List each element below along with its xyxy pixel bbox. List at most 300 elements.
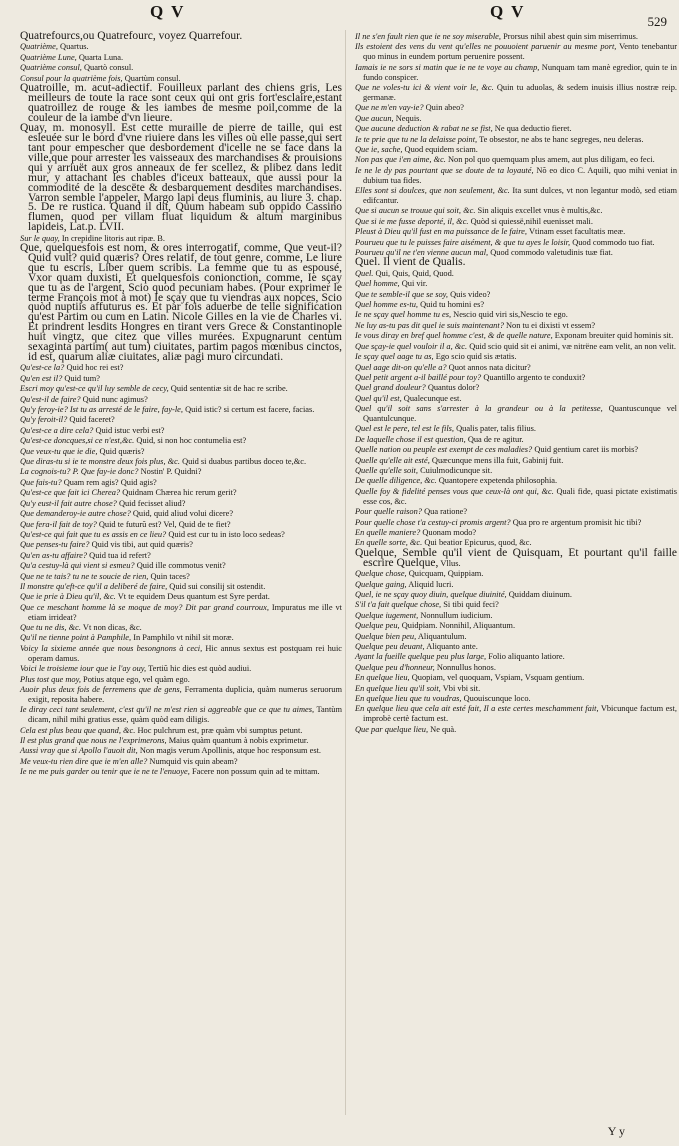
french-phrase: Ie vous diray en bref quel homme c'est, & de quelle nature,: [355, 331, 553, 341]
french-phrase: La cognois-tu? P. Que fay-ie donc?: [20, 467, 139, 477]
dictionary-entry: [355, 507, 677, 517]
dictionary-entry: [20, 363, 342, 373]
latin-translation: Qualis pater, talis filius.: [456, 424, 537, 434]
dictionary-entry: [20, 415, 342, 425]
latin-translation: Cuiulmodicunque sit.: [420, 466, 493, 476]
french-phrase: Quel grand douleur?: [355, 383, 426, 393]
latin-translation: Quid tu homini es?: [420, 300, 485, 310]
french-phrase: Qu'en est il?: [20, 373, 63, 383]
dictionary-entry: [355, 725, 677, 735]
dictionary-entry: [355, 227, 677, 237]
french-phrase: Quatroille, m. acut-adiectif. Fouilleux parlant des chiens gris, Les meilleurs de toute la race sont ceux qui ont gris fort'esclaire,estant quatroillez de rouge & les iambes de mesme poil,comme de la couleur de la iambe d'vn lieure.: [20, 82, 342, 124]
french-phrase: Quatrième consul,: [20, 63, 82, 73]
latin-translation: Vllus.: [440, 558, 461, 568]
latin-translation: Impuratus me ille vt etiam irrideat?: [28, 602, 342, 622]
latin-translation: Quantuscunque vel Quantulcunque.: [363, 404, 677, 424]
french-phrase: Quelque, Semble qu'il vient de Quisquam, Et pourtant qu'il faille escrire Quelque,: [355, 546, 677, 569]
french-phrase: Consul pour la quatrième fois,: [20, 73, 123, 83]
latin-translation: Nescio quid viri sis,Nescio te ego.: [453, 310, 568, 320]
dictionary-entry: [20, 551, 342, 561]
french-phrase: Qu'y feroy-ie? Ist tu as arresté de le faire, fay-le,: [20, 405, 183, 415]
french-phrase: Quel aage dit-on qu'elle a?: [355, 362, 447, 372]
latin-translation: Quidpiam. Nonnihil, Aliquantum.: [401, 621, 516, 631]
latin-translation: Quot annos nata dicitur?: [448, 362, 531, 372]
french-phrase: Que tu ne dis, &c.: [20, 623, 81, 633]
french-phrase: Me veux-tu rien dire que ie m'en alle?: [20, 756, 148, 766]
french-phrase: Que, quelquesfois est nom, & ores interrogatif, comme, Que veut-il? Quid vult? quid quæris? Ores relatif, de tout genre, comme, Le liure que tu escris, Liber quem scribis. La femme que tu as espousé, Vxor quam duxisti, Et quelquesfois conionction, comme, Ie sçay que tu as de l'argent, Scio quod pecuniam habes. (Pour exprimer le terme François mot à mot) Ie sçay que tu viendras aux nopces, Scio quòd nuptiis affuturus es. Et par fois aduerbe de telle signification qu'est Partim ou cum en Latin. Nicole Gilles en la vie de Charles vi. Et prindrent lesdits Hongres en tirant vers Grece & Constantinople huit vingtz, que citez que villes murées. Expugnarunt centum sexaginta partim( aut tum) ciuitates, partim pagos mœnibus cinctos, id est, quarum aliæ ciuitates, aliæ pagi muro circundati.: [20, 242, 342, 363]
dictionary-entry: [355, 652, 677, 662]
french-phrase: Qu'est-ce la?: [20, 363, 65, 373]
dictionary-entry: [355, 103, 677, 113]
dictionary-entry: [20, 478, 342, 488]
french-phrase: Quelque peu,: [355, 621, 400, 631]
dictionary-entry: [20, 540, 342, 550]
french-phrase: Que ne voles-tu ici & vient voir le, &c.: [355, 83, 494, 93]
french-phrase: Pourueu qu'il ne t'en vienne aucun mal,: [355, 248, 489, 258]
dictionary-entry: [355, 310, 677, 320]
dictionary-entry: [20, 705, 342, 725]
dictionary-entry: [355, 456, 677, 466]
column-divider: [345, 30, 346, 1115]
french-phrase: Quel qu'il est,: [355, 393, 402, 403]
french-phrase: Que penses-tu faire?: [20, 540, 90, 550]
latin-translation: Quid nunc agimus?: [82, 394, 148, 404]
latin-translation: Quæcunque mens illa fuit, Gabinij fuit.: [431, 455, 564, 465]
french-phrase: Qu'en as-tu affaire?: [20, 550, 88, 560]
french-phrase: Que aucun,: [355, 113, 394, 123]
french-phrase: Aussi vray que si Apollo l'auoit dit,: [20, 746, 138, 756]
latin-translation: Vbi vbi sit.: [442, 683, 481, 693]
dictionary-entry: [355, 435, 677, 445]
latin-translation: In crepidine litoris aut ripæ. B.: [61, 233, 165, 243]
dictionary-entry: [20, 395, 342, 405]
dictionary-entry: [355, 114, 677, 124]
latin-translation: Nonnullus honos.: [436, 662, 496, 672]
dictionary-entry: [355, 290, 677, 300]
french-phrase: Ie sçay quel aage tu as,: [355, 352, 434, 362]
french-phrase: Que si aucun se trouue qui soit, &c.: [355, 206, 476, 216]
latin-translation: Non pol quo quemquam plus amem, aut plus diligam, eo feci.: [447, 155, 655, 165]
french-phrase: Qu'est-ce qui fait que tu es assis en ce lieu?: [20, 529, 167, 539]
french-phrase: De quelle diligence, &c.: [355, 476, 437, 486]
latin-translation: Quid sententiæ sit de hac re scribe.: [170, 384, 288, 394]
latin-translation: Quopiam, vel quoquam, Vspiam, Vsquam gentium.: [411, 673, 585, 683]
french-phrase: Ie ne me puis garder ou tenir que ie ne te l'enuoye,: [20, 767, 190, 777]
dictionary-entry: [355, 321, 677, 331]
dictionary-entry: [20, 664, 342, 674]
dictionary-entry: [20, 405, 342, 415]
french-phrase: Quelque peu deuant,: [355, 641, 425, 651]
dictionary-entry: [20, 84, 342, 124]
dictionary-entry: [20, 685, 342, 705]
latin-translation: Exponam breuiter quid hominis sit.: [554, 331, 674, 341]
latin-translation: Qui, Quis, Quid, Quod.: [375, 268, 454, 278]
latin-translation: Quin taces?: [150, 571, 190, 581]
dictionary-entry: [20, 467, 342, 477]
dictionary-entry: [20, 644, 342, 664]
dictionary-entry: [355, 373, 677, 383]
french-phrase: De laquelle chose il est question,: [355, 434, 466, 444]
latin-translation: Quantopere expetenda philosophia.: [438, 476, 558, 486]
dictionary-entry: [20, 32, 342, 42]
dictionary-entry: [20, 603, 342, 623]
dictionary-entry: [355, 694, 677, 704]
dictionary-entry: [355, 238, 677, 248]
french-phrase: Quay, m. monosyll. Est cette muraille de pierre de taille, qui est esleuée sur le bord d'vne riuiere dans les villes où elle passe,qui sert tant pour empescher que desbordement d'icelle ne se face dans la ville,que pour arrester les vaisseaux des marchandises & prouisions qui y arriuët aux gros anneaux de fer scellez, & plibez dans ledit mur, y attachant les chables d'iceux batteaux, que aussi pour la commodité de la descëte & desbarquement desdites marchandises. Varron semble l'appeler, Margo lapi deus fluminis, au liure 3. chap. 5. De re rustica. Quand il dit, Quum habeam sub oppido Cassino flumen, quod per villam fluat liquidum & altum marginibus lapideis, Lat.p. LVII.: [20, 122, 342, 234]
latin-translation: Quin abeo?: [425, 103, 464, 113]
latin-translation: Quod equidem sciam.: [404, 144, 478, 154]
latin-translation: Quidnam Chærea hic rerum gerit?: [122, 488, 237, 498]
latin-translation: Quantillo argento te conduxit?: [483, 372, 586, 382]
dictionary-entry: [355, 394, 677, 404]
french-phrase: Quelque bien peu,: [355, 631, 417, 641]
french-phrase: Quatrième,: [20, 42, 58, 52]
latin-translation: Quid faceret?: [69, 415, 115, 425]
latin-translation: Quid sui consilij sit ostendit.: [169, 581, 266, 591]
latin-translation: Quid ille commotus venit?: [136, 561, 226, 571]
french-phrase: Qu'est-ce que fait ici Cherea?: [20, 488, 121, 498]
french-phrase: Il monstre qu'eft-ce qu'il a deliberé de faire,: [20, 581, 168, 591]
left-column: [20, 32, 342, 778]
latin-translation: Potius atque ego, vel quàm ego.: [83, 674, 190, 684]
french-phrase: Que sçay-ie quel vouloir il a, &c.: [355, 341, 468, 351]
latin-translation: Facere non possum quin ad te mittam.: [191, 767, 320, 777]
french-phrase: Quel petit argent a-il baillé pour toy?: [355, 372, 482, 382]
dictionary-entry: [355, 135, 677, 145]
dictionary-entry: [355, 487, 677, 507]
french-phrase: Il ne s'en fault rien que ie ne soy miserable,: [355, 32, 501, 41]
french-phrase: Quel est le pere, tel est le fils,: [355, 424, 454, 434]
page-number: 529: [647, 14, 667, 29]
french-phrase: Que ne te tais? tu ne te soucie de rien,: [20, 571, 149, 581]
latin-translation: Tantùm dicam, nihil mihi gratius esse, quàm quòd eam diligis.: [28, 705, 342, 725]
latin-translation: Quartùm consul.: [124, 73, 181, 83]
dictionary-entry: [355, 363, 677, 373]
latin-translation: Quid hoc rei est?: [66, 363, 124, 373]
latin-translation: Quartò consul.: [83, 63, 134, 73]
latin-translation: Hic annus sextus est postquam rei huic operam damus.: [28, 643, 342, 663]
dictionary-entry: [20, 726, 342, 736]
french-phrase: Elles sont si doulces, que non seulement, &c.: [355, 186, 510, 196]
french-phrase: Plus tost que moy,: [20, 674, 81, 684]
latin-translation: Aliquanto ante.: [426, 641, 478, 651]
dictionary-entry: [355, 300, 677, 310]
french-phrase: Que ce meschant homme là se moque de moy? Dit par grand courroux,: [20, 602, 269, 612]
french-phrase: Quel. Il vient de Qualis.: [355, 256, 466, 269]
latin-translation: Quod commodo tuo fiat.: [572, 237, 655, 247]
dictionary-entry: [20, 675, 342, 685]
dictionary-entry: [355, 342, 677, 352]
latin-translation: Quali fide, quasi pictate existimatis esse cos, &c.: [363, 486, 678, 506]
french-phrase: Qu'a cestuy-là qui vient si esmeu?: [20, 561, 135, 571]
french-phrase: Qu'est-il de faire?: [20, 394, 81, 404]
french-phrase: Pour quelle chose t'a cestuy-ci promis argent?: [355, 517, 511, 527]
french-phrase: Que par quelque lieu,: [355, 724, 429, 734]
right-column: [355, 32, 677, 735]
french-phrase: Ils estoient des vens du vent qu'elles ne pouuoient paruenir au mesme port,: [355, 42, 617, 52]
french-phrase: Quatrefourcs,ou Quatrefourc, voyez Quarrefour.: [20, 30, 243, 42]
latin-translation: Qualecunque est.: [403, 393, 462, 403]
french-phrase: Ayant la fueille quelque peu plus large,: [355, 652, 487, 662]
latin-translation: Aliquid lucri.: [408, 579, 454, 589]
latin-translation: Quid te futurũ est? Vel, Quid de te fiet?: [98, 519, 231, 529]
latin-translation: Nunquam tam manè egredior, quin te in fundo conspicer.: [363, 62, 677, 82]
french-phrase: Ne luy as-tu pas dit quel ie suis maintenant?: [355, 320, 504, 330]
latin-translation: Nõ eo dico C. Aquili, quo mihi veniat in dubium tua fides.: [363, 165, 678, 185]
dictionary-entry: [355, 590, 677, 600]
dictionary-entry: [20, 426, 342, 436]
latin-translation: Ego scio quid sis ætatis.: [435, 352, 517, 362]
latin-translation: Qua pro re argentum promisit hic tibi?: [512, 517, 642, 527]
dictionary-entry: [20, 520, 342, 530]
dictionary-entry: [20, 124, 342, 233]
latin-translation: Vt te equidem Deus quantum est Syre perdat.: [117, 592, 270, 602]
dictionary-entry: [20, 530, 342, 540]
dictionary-entry: [355, 424, 677, 434]
french-phrase: Que veux-tu que ie die,: [20, 446, 98, 456]
french-phrase: Quelle qu'elle soit,: [355, 466, 418, 476]
french-phrase: Que fera-il fait de toy?: [20, 519, 97, 529]
latin-translation: Quid istuc verbi est?: [95, 425, 165, 435]
latin-translation: Quod commodo valetudinis tuæ fiat.: [490, 248, 613, 258]
dictionary-entry: [20, 767, 342, 777]
french-phrase: Il est plus grand que nous ne l'exprimerons,: [20, 736, 167, 746]
french-phrase: Escri moy qu'est-ce qu'il luy semble de cecy,: [20, 384, 169, 394]
dictionary-entry: [355, 269, 677, 279]
dictionary-entry: [355, 83, 677, 103]
french-phrase: Ie diray ceci tant seulement, c'est qu'il ne m'est rien si aggreable que ce que tu aimes,: [20, 705, 315, 715]
latin-translation: Qua de re agitur.: [467, 434, 524, 444]
french-phrase: En quelque lieu que tu voudras,: [355, 694, 462, 703]
dictionary-entry: [355, 546, 677, 569]
dictionary-entry: [355, 445, 677, 455]
dictionary-entry: [355, 166, 677, 186]
french-phrase: Que demanderoy-ie autre chose?: [20, 509, 131, 519]
dictionary-entry: [355, 186, 677, 206]
latin-translation: Non tu ei dixisti vt essem?: [505, 320, 596, 330]
dictionary-entry: [355, 621, 677, 631]
latin-translation: Ita sunt dulces, vt non legantur modò, sed etiam edifcantur.: [363, 186, 677, 205]
french-phrase: Pleust à Dieu qu'il fust en ma puissance de le faire,: [355, 227, 527, 237]
dictionary-entry: [20, 757, 342, 767]
french-phrase: Voici le troisieme iour que ie l'ay ouy,: [20, 664, 147, 674]
french-phrase: Qu'y eust-il fait autre chose?: [20, 498, 117, 508]
latin-translation: Quicquam, Quippiam.: [408, 569, 484, 579]
french-phrase: Que ie prie à Dieu qu'il, &c.: [20, 592, 116, 602]
dictionary-entry: [20, 746, 342, 756]
french-phrase: Que diras-tu si ie te monstre deux fois plus, &c.: [20, 457, 180, 467]
latin-translation: Quid scio quid sit ei animi, væ nitrëne eam velit, an non velit.: [469, 341, 676, 351]
dictionary-entry: [355, 331, 677, 341]
french-phrase: Quel qu'il soit sans s'arrester à la grandeur ou à la petitesse,: [355, 404, 603, 414]
french-phrase: Ie te prie que tu ne la delaisse point,: [355, 134, 478, 144]
dictionary-entry: [355, 466, 677, 476]
french-phrase: Non pas que i'en aime, &c.: [355, 155, 446, 165]
french-phrase: Quelque chose,: [355, 569, 407, 579]
french-phrase: Pour quelle raison?: [355, 507, 422, 517]
dictionary-entry: [20, 63, 342, 73]
latin-translation: Numquid vis quin abeam?: [149, 756, 238, 766]
latin-translation: In Pamphilo vt nihil sit moræ.: [133, 633, 234, 643]
dictionary-entry: [355, 145, 677, 155]
latin-translation: Quonam modo?: [422, 528, 477, 537]
latin-translation: Vento tenebantur quo minus in eundem portum peruenire possent.: [363, 42, 677, 62]
dictionary-entry: [355, 206, 677, 216]
signature-mark: Y y: [607, 1124, 625, 1138]
latin-translation: Quartus.: [60, 42, 89, 52]
dictionary-entry: [355, 404, 677, 424]
latin-translation: Nequis.: [395, 113, 422, 123]
dictionary-entry: [355, 528, 677, 538]
french-phrase: Qu'il ne tienne point à Pamphile,: [20, 633, 132, 643]
latin-translation: Quid, si non hoc contumelia est?: [136, 436, 247, 446]
dictionary-entry: [355, 569, 677, 579]
dictionary-entry: [355, 704, 677, 724]
french-phrase: En quelle maniere?: [355, 528, 421, 537]
latin-translation: Ne quà.: [430, 724, 457, 734]
dictionary-entry: [355, 600, 677, 610]
latin-translation: Folio aliquanto latiore.: [488, 652, 565, 662]
latin-translation: Qua ratione?: [424, 507, 468, 517]
running-header-left: Q V: [150, 2, 186, 21]
latin-translation: Prorsus nihil abest quin sim miserrimus.: [503, 32, 639, 41]
latin-translation: Quid est cur tu in isto loco sedeas?: [168, 529, 285, 539]
dictionary-entry: [355, 642, 677, 652]
dictionary-entry: [355, 632, 677, 642]
latin-translation: Nostin' P. Quidni?: [140, 467, 202, 477]
french-phrase: Qu'est-ce a dire cela?: [20, 425, 94, 435]
french-phrase: En quelle sorte, &c.: [355, 538, 423, 548]
latin-translation: Sin aliquis excellet vnus è multis,&c.: [477, 206, 603, 216]
latin-translation: Quam rem agis? Quid agis?: [63, 477, 157, 487]
dictionary-entry: [355, 124, 677, 134]
latin-translation: Quid tum?: [64, 373, 100, 383]
french-phrase: Quatrième Lune,: [20, 52, 77, 62]
french-phrase: Ie ne sçay quel homme tu es,: [355, 310, 452, 320]
latin-translation: Quid, quid aliud volui dicere?: [132, 509, 234, 519]
french-phrase: En quelque lieu,: [355, 673, 410, 683]
french-phrase: Ie ne le dy pas pourtant que se doute de ta loyauté,: [355, 165, 534, 175]
dictionary-entry: [20, 572, 342, 582]
french-phrase: En quelque lieu que cela ait esté fait, Il a este certes meschamment fait,: [355, 704, 599, 714]
latin-translation: Vbicunque factum est, improbè certè factum est.: [363, 704, 677, 724]
dictionary-entry: [20, 42, 342, 52]
dictionary-entry: [355, 32, 677, 42]
dictionary-entry: [355, 42, 677, 62]
latin-translation: Quid quæris?: [99, 446, 145, 456]
latin-translation: Tertiũ hic dies est quòd audiui.: [148, 664, 252, 674]
french-phrase: Quel, ie ne sçay quoy diuin, quelque diuinité,: [355, 589, 507, 599]
french-phrase: Que aucune deduction & rabat ne se fist,: [355, 124, 493, 134]
dictionary-entry: [355, 258, 677, 268]
dictionary-entry: [20, 244, 342, 363]
latin-translation: Ferramenta duplicia, quàm numerus seruorum exigit, reposita habere.: [28, 685, 342, 704]
dictionary-entry: [355, 279, 677, 289]
latin-translation: Quid vis tibi, aut quid quæris?: [91, 540, 193, 550]
french-phrase: Quelque iugement,: [355, 610, 419, 620]
french-phrase: Quelque gaing,: [355, 579, 407, 589]
latin-translation: Non magis verum Apollinis, atque hoc responsum est.: [139, 746, 322, 756]
french-phrase: Quel homme es-tu,: [355, 300, 419, 310]
dictionary-entry: [20, 561, 342, 571]
latin-translation: Maius quàm quantum à nobis exprimetur.: [168, 736, 309, 746]
dictionary-entry: [20, 384, 342, 394]
dictionary-entry: [355, 518, 677, 528]
dictionary-entry: [20, 457, 342, 467]
french-phrase: Quelle foy & fidelité penses vous que ceux-là ont qui, &c.: [355, 486, 554, 496]
latin-translation: Si tibi quid feci?: [443, 600, 499, 610]
french-phrase: Cela est plus beau que quand, &c.: [20, 725, 136, 735]
latin-translation: Vt non dicas, &c.: [82, 623, 142, 633]
dictionary-entry: [20, 447, 342, 457]
french-phrase: Que ne m'en vay-ie?: [355, 103, 424, 113]
latin-translation: Qui vir.: [401, 279, 428, 289]
dictionary-entry: [355, 684, 677, 694]
latin-translation: Quid gentium caret iis morbis?: [534, 445, 639, 455]
dictionary-entry: [355, 673, 677, 683]
latin-translation: Hoc pulchrum est, præ quàm vbi sumptus petunt.: [137, 725, 303, 735]
latin-translation: Quin tu aduolas, & sedem inuisis illius nostræ reip. germanæ.: [363, 83, 678, 102]
french-phrase: En quelque lieu qu'il soit,: [355, 683, 441, 693]
french-phrase: Quelque peu d'honneur,: [355, 662, 435, 672]
dictionary-entry: [355, 155, 677, 165]
french-phrase: Quelle qu'elle ait esté,: [355, 455, 430, 465]
running-header-right: Q V: [490, 2, 526, 21]
dictionary-entry: [20, 592, 342, 602]
dictionary-entry: [355, 383, 677, 393]
french-phrase: Voicy la sixieme année que nous besongnons à ceci,: [20, 643, 203, 653]
dictionary-entry: [20, 582, 342, 592]
dictionary-entry: [355, 611, 677, 621]
dictionary-entry: [355, 217, 677, 227]
latin-translation: Quid istic? si certum est facere, facias.: [185, 405, 315, 415]
latin-translation: Vtinam esset facultatis meæ.: [528, 227, 626, 237]
dictionary-entry: [20, 436, 342, 446]
french-phrase: Qu'y feroit-il?: [20, 415, 68, 425]
latin-translation: Aliquantulum.: [417, 631, 467, 641]
dictionary-entry: [20, 53, 342, 63]
french-phrase: Iamais ie ne sors si matin que ie ne te voye au champ,: [355, 62, 540, 72]
dictionary-entry: [355, 476, 677, 486]
dictionary-entry: [355, 352, 677, 362]
french-phrase: Qu'est-ce doncques,si ce n'est,&c.: [20, 436, 135, 446]
latin-translation: Te obsestor, ne abs te hanc segreges, neu deleras.: [479, 134, 644, 144]
dictionary-entry: [355, 63, 677, 83]
latin-translation: Quarta Luna.: [78, 52, 124, 62]
french-phrase: Que si ie me fusse deporté, il, &c.: [355, 216, 469, 226]
latin-translation: Quid si duabus partibus doceo te,&c.: [182, 457, 307, 467]
dictionary-entry: [20, 509, 342, 519]
latin-translation: Nonnullum iudicium.: [420, 610, 493, 620]
dictionary-entry: [20, 374, 342, 384]
dictionary-entry: [20, 633, 342, 643]
french-phrase: Quel.: [355, 268, 374, 278]
dictionary-entry: [20, 499, 342, 509]
french-phrase: S'il t'a fait quelque chose,: [355, 600, 442, 610]
dictionary-entry: [20, 736, 342, 746]
french-phrase: Quel homme,: [355, 279, 400, 289]
dictionary-entry: [20, 488, 342, 498]
latin-translation: Quouiscunque loco.: [463, 694, 531, 703]
french-phrase: Que ie, sache,: [355, 144, 403, 154]
french-phrase: Quelle nation ou peuple est exempt de ces maladies?: [355, 445, 533, 455]
latin-translation: Qui beatior Epicurus, quod, &c.: [424, 538, 532, 548]
latin-translation: Quid fecisset aliud?: [118, 498, 186, 508]
dictionary-entry: [20, 623, 342, 633]
dictionary-entry: [355, 663, 677, 673]
french-phrase: Sur le quay,: [20, 233, 60, 243]
latin-translation: Quantus dolor?: [427, 383, 480, 393]
